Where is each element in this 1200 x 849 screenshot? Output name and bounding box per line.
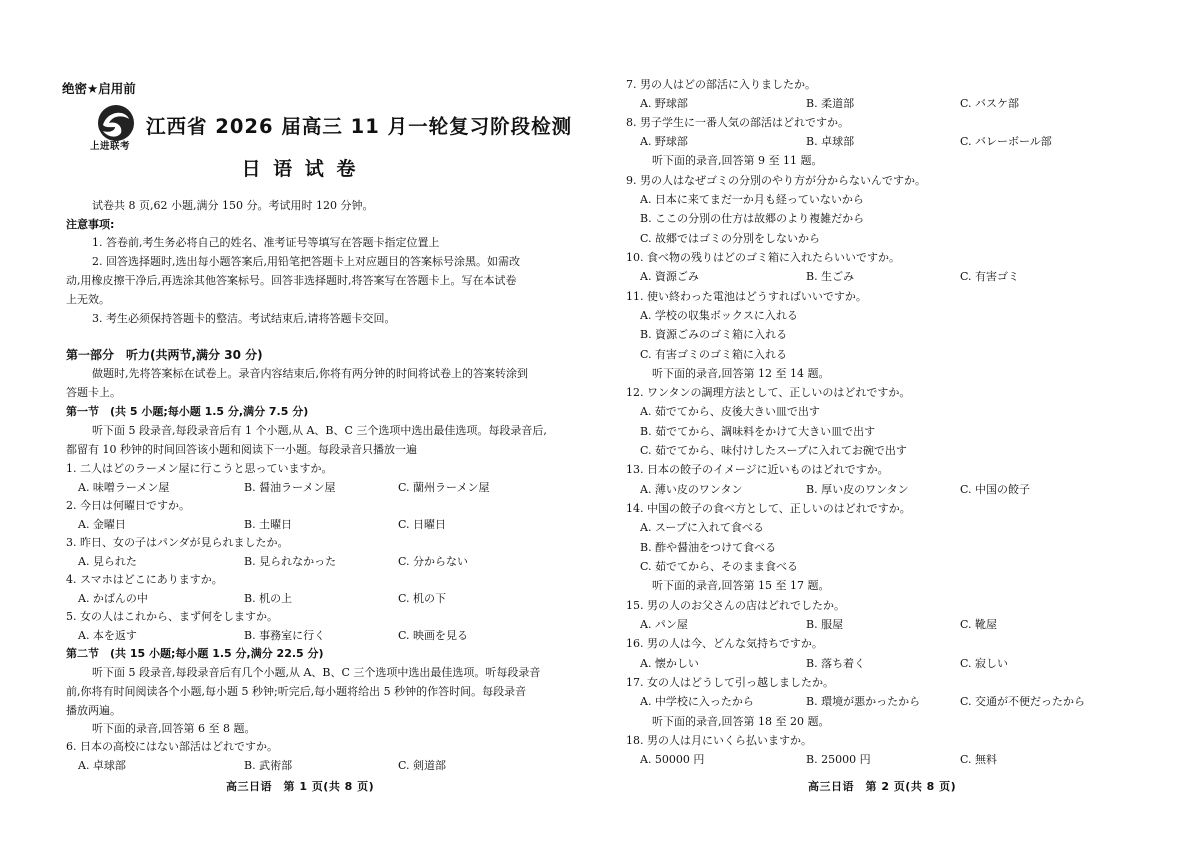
option-15c: C. 靴屋 (960, 618, 998, 631)
section2-desc-b: 前,你将有时间阅读各个小题,每小题 5 秒钟;听完后,每小题将给出 5 秒钟的作答时间。每段录音 (66, 685, 527, 698)
option-4a: A. かばんの中 (78, 592, 148, 605)
question-18: 18. 男の人は月にいくら払いますか。 (626, 734, 812, 747)
option-18c: C. 無料 (960, 753, 998, 766)
option-2a: A. 金曜日 (78, 518, 126, 531)
notice-2c: 上无效。 (66, 293, 110, 306)
part1-desc-b: 答题卡上。 (66, 386, 121, 399)
question-5: 5. 女の人はこれから、まず何をしますか。 (66, 610, 278, 623)
notice-2b: 动,用橡皮擦干净后,再选涂其他答案标号。回答非选择题时,将答案写在答题卡上。写在本试卷 (66, 274, 517, 287)
question-7: 7. 男の人はどの部活に入りましたか。 (626, 78, 816, 91)
question-14: 14. 中国の餃子の食べ方として、正しいのはどれですか。 (626, 502, 911, 515)
option-11c: C. 有害ゴミのゴミ箱に入れる (640, 348, 788, 361)
section2-desc-a: 听下面 5 段录音,每段录音后有几个小题,从 A、B、C 三个选项中选出最佳选项。听每段录音 (92, 666, 541, 679)
exam-title: 江西省 2026 届高三 11 月一轮复习阶段检测 (146, 115, 573, 138)
question-15: 15. 男の人のお父さんの店はどれでしたか。 (626, 599, 845, 612)
confidential-mark: 绝密★启用前 (62, 81, 136, 96)
option-6b: B. 武術部 (244, 759, 293, 772)
option-12a: A. 茹でてから、皮後大きい皿で出す (640, 405, 820, 418)
question-13: 13. 日本の餃子のイメージに近いものはどれですか。 (626, 463, 889, 476)
listen-instruction-18-20: 听下面的录音,回答第 18 至 20 题。 (652, 715, 830, 728)
listen-instruction-15-17: 听下面的录音,回答第 15 至 17 题。 (652, 579, 830, 592)
option-13a: A. 薄い皮のワンタン (640, 483, 743, 496)
option-3b: B. 見られなかった (244, 555, 337, 568)
option-11b: B. 資源ごみのゴミ箱に入れる (640, 328, 788, 341)
publisher-logo-text: 上进联考 (90, 141, 131, 152)
option-8a: A. 野球部 (640, 135, 688, 148)
option-10c: C. 有害ゴミ (960, 270, 1020, 283)
option-8b: B. 卓球部 (806, 135, 855, 148)
option-11a: A. 学校の収集ボックスに入れる (640, 309, 798, 322)
option-12b: B. 茹でてから、調味料をかけて大きい皿で出す (640, 425, 876, 438)
question-9: 9. 男の人はなぜゴミの分別のやり方が分からないんですか。 (626, 174, 926, 187)
option-10a: A. 資源ごみ (640, 270, 699, 283)
option-13c: C. 中国の餃子 (960, 483, 1031, 496)
question-11: 11. 使い終わった電池はどうすればいいですか。 (626, 290, 867, 303)
part1-heading: 第一部分 听力(共两节,满分 30 分) (66, 348, 263, 362)
option-7c: C. バスケ部 (960, 97, 1020, 110)
page-footer: 高三日语 第 1 页(共 8 页) (226, 780, 375, 793)
notice-heading: 注意事项: (66, 218, 115, 231)
part1-desc-a: 做题时,先将答案标在试卷上。录音内容结束后,你将有两分钟的时间将试卷上的答案转涂到 (92, 367, 528, 380)
option-9c: C. 故郷ではゴミの分別をしないから (640, 232, 821, 245)
option-15b: B. 服屋 (806, 618, 844, 631)
option-2c: C. 日曜日 (398, 518, 447, 531)
option-9b: B. ここの分別の仕方は故郷のより複雑だから (640, 212, 865, 225)
option-3c: C. 分からない (398, 555, 469, 568)
listen-instruction-6-8: 听下面的录音,回答第 6 至 8 题。 (92, 722, 256, 735)
option-14c: C. 茹でてから、そのまま食べる (640, 560, 799, 573)
option-5c: C. 映画を見る (398, 629, 469, 642)
question-2: 2. 今日は何曜日ですか。 (66, 499, 190, 512)
option-6a: A. 卓球部 (78, 759, 126, 772)
option-10b: B. 生ごみ (806, 270, 855, 283)
section1-desc-a: 听下面 5 段录音,每段录音后有 1 个小题,从 A、B、C 三个选项中选出最佳选项。每段录音后, (92, 424, 547, 437)
section2-heading: 第二节 (共 15 小题;每小题 1.5 分,满分 22.5 分) (66, 647, 324, 660)
exam-subtitle: 日 语 试 卷 (241, 158, 359, 180)
option-7b: B. 柔道部 (806, 97, 855, 110)
option-1c: C. 蘭州ラーメン屋 (398, 481, 490, 494)
option-16c: C. 寂しい (960, 657, 1009, 670)
option-8c: C. バレーボール部 (960, 135, 1052, 148)
right-page (600, 0, 1200, 849)
option-4c: C. 机の下 (398, 592, 447, 605)
option-6c: C. 剣道部 (398, 759, 447, 772)
listen-instruction-12-14: 听下面的录音,回答第 12 至 14 题。 (652, 367, 830, 380)
notice-3: 3. 考生必须保持答题卡的整洁。考试结束后,请将答题卡交回。 (92, 312, 396, 325)
option-17c: C. 交通が不便だったから (960, 695, 1086, 708)
question-17: 17. 女の人はどうして引っ越しましたか。 (626, 676, 834, 689)
notice-2a: 2. 回答选择题时,选出每小题答案后,用铅笔把答题卡上对应题目的答案标号涂黑。如需改 (92, 255, 520, 268)
option-16a: A. 懐かしい (640, 657, 699, 670)
question-1: 1. 二人はどのラーメン屋に行こうと思っていますか。 (66, 462, 333, 475)
option-18b: B. 25000 円 (806, 753, 871, 766)
option-12c: C. 茹でてから、味付けしたスープに入れてお碗で出す (640, 444, 907, 457)
option-5a: A. 本を返す (78, 629, 137, 642)
option-5b: B. 事務室に行く (244, 629, 326, 642)
question-12: 12. ワンタンの調理方法として、正しいのはどれですか。 (626, 386, 911, 399)
option-17b: B. 環境が悪かったから (806, 695, 921, 708)
question-16: 16. 男の人は今、どんな気持ちですか。 (626, 637, 823, 650)
question-4: 4. スマホはどこにありますか。 (66, 573, 223, 586)
option-4b: B. 机の上 (244, 592, 293, 605)
option-14b: B. 酢や醤油をつけて食べる (640, 541, 777, 554)
option-9a: A. 日本に来てまだ一か月も経っていないから (640, 193, 864, 206)
question-3: 3. 昨日、女の子はパンダが見られましたか。 (66, 536, 289, 549)
option-15a: A. パン屋 (640, 618, 688, 631)
option-1b: B. 醤油ラーメン屋 (244, 481, 336, 494)
option-2b: B. 土曜日 (244, 518, 293, 531)
question-8: 8. 男子学生に一番人気の部活はどれですか。 (626, 116, 849, 129)
notice-1: 1. 答卷前,考生务必将自己的姓名、准考证号等填写在答题卡指定位置上 (92, 236, 440, 249)
section1-desc-b: 都留有 10 秒钟的时间回答该小题和阅读下一小题。每段录音只播放一遍 (66, 443, 417, 456)
listen-instruction-9-11: 听下面的录音,回答第 9 至 11 题。 (652, 154, 823, 167)
section2-desc-c: 播放两遍。 (66, 704, 121, 717)
question-6: 6. 日本の高校にはない部活はどれですか。 (66, 740, 278, 753)
option-14a: A. スープに入れて食べる (640, 521, 764, 534)
option-16b: B. 落ち着く (806, 657, 866, 670)
section1-heading: 第一节 (共 5 小题;每小题 1.5 分,满分 7.5 分) (66, 405, 309, 418)
option-7a: A. 野球部 (640, 97, 688, 110)
option-18a: A. 50000 円 (640, 753, 705, 766)
option-1a: A. 味噌ラーメン屋 (78, 481, 170, 494)
option-13b: B. 厚い皮のワンタン (806, 483, 909, 496)
option-3a: A. 見られた (78, 555, 137, 568)
option-17a: A. 中学校に入ったから (640, 695, 754, 708)
page-footer: 高三日语 第 2 页(共 8 页) (808, 780, 957, 793)
question-10: 10. 食べ物の残りはどのゴミ箱に入れたらいいですか。 (626, 251, 900, 264)
exam-intro: 试卷共 8 页,62 小题,满分 150 分。考试用时 120 分钟。 (92, 199, 374, 212)
